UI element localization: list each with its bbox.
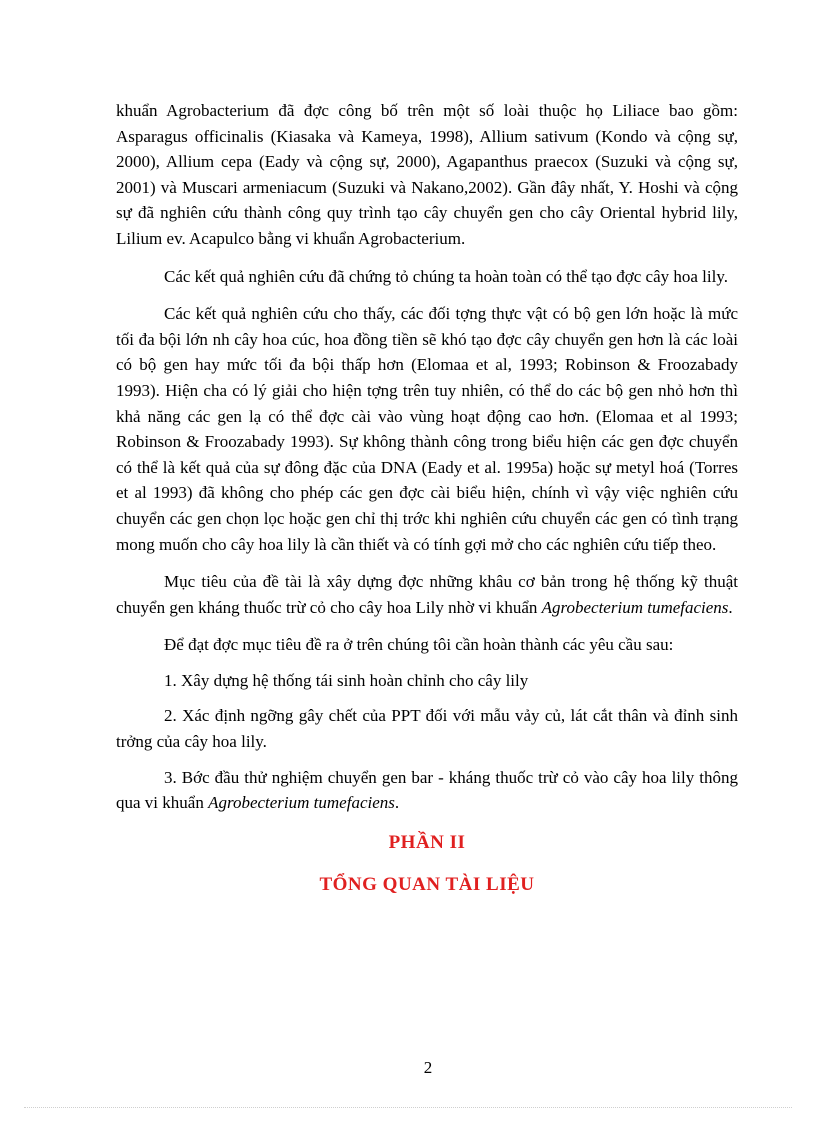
body-text bbox=[116, 98, 738, 912]
paragraph-requirements: Để đạt đợc mục tiêu đề ra ở trên chúng tôi cần hoàn thành các yêu cầu sau: bbox=[164, 635, 674, 655]
page-bottom-divider bbox=[24, 1107, 792, 1108]
objective-text: Mục tiêu của đề tài là xây dựng đợc những khâu cơ bản trong hệ thống kỹ thuật chuyển gen kháng thuốc trừ cỏ cho cây hoa Lily nhờ vi khuẩn bbox=[116, 572, 738, 617]
paragraph-conclusion: Các kết quả nghiên cứu đã chứng tỏ chúng ta hoàn toàn có thể tạo đợc cây hoa lily. bbox=[164, 266, 728, 286]
section-title-heading: TỔNG QUAN TÀI LIỆU bbox=[319, 873, 535, 895]
list-item bbox=[116, 765, 738, 816]
list-item-text: 3. Bớc đầu thử nghiệm chuyển gen bar - kháng thuốc trừ cỏ vào cây hoa lily thông qua vi khuẩn bbox=[116, 767, 738, 813]
paragraph-genome-size: Các kết quả nghiên cứu cho thấy, các đối tợng thực vật có bộ gen lớn hoặc là mức tối đa bội lớn nh cây hoa cúc, hoa đồng tiền sẽ khó tạo đợc cây chuyển gen hơn là các loài có bộ gen hay mức tối đa bội thấp hơn (Elomaa et al, 1993; Robinson & Froozabady 1993). Hiện cha có lý giải cho hiện tợng trên tuy nhiên, có thể do các bộ gen nhỏ hơn thì khả năng các gen lạ có thể đợc cài vào vùng hoạt động cao hơn. (Elomaa et al 1993; Robinson & Froozabady 1993). Sự không thành công trong biểu hiện các gen đợc chuyển có thể là kết quả của sự đông đặc của DNA (Eady et al. 1995a) hoặc sự metyl hoá (Torres et al 1993) đã không cho phép các gen đợc cài biểu hiện, chính vì vậy việc nghiên cứu chuyển các gen chọn lọc hoặc gen chỉ thị trớc khi nghiên cứu chuyển các gen có tình trạng mong muốn cho cây hoa lily là cần thiết và có tính gợi mở cho các nghiên cứu tiếp theo. bbox=[116, 304, 738, 554]
objective-end: . bbox=[728, 597, 733, 617]
list-item: 1. Xây dựng hệ thống tái sinh hoàn chỉnh cho cây lily bbox=[164, 670, 529, 690]
species-name: Agrobecterium tumefaciens bbox=[208, 793, 395, 813]
page-number: 2 bbox=[423, 1058, 433, 1077]
species-name: Agrobecterium tumefaciens bbox=[541, 597, 729, 617]
paragraph-objective bbox=[116, 569, 738, 620]
section-part-heading: PHẦN II bbox=[388, 831, 466, 853]
list-item-end: . bbox=[394, 793, 400, 813]
paragraph-agrobacterium-liliaceae: khuẩn Agrobacterium đã đợc công bố trên một số loài thuộc họ Liliace bao gồm: Asparagus officinalis (Kiasaka và Kameya, 1998), Allium sativum (Kondo và cộng sự, 2000), Allium cepa (Eady và cộng sự, 2000), Agapanthus praecox (Suzuki và cộng sự, 2001) và Muscari armeniacum (Suzuki và Nakano,2002). Gần đây nhất, Y. Hoshi và cộng sự đã nghiên cứu thành công quy trình tạo cây chuyển gen cho cây Oriental hybrid lily, Lilium ev. Acapulco bằng vi khuẩn Agrobacterium. bbox=[116, 101, 738, 248]
list-item: 2. Xác định ngỡng gây chết của PPT đối với mẫu vảy củ, lát cắt thân và đỉnh sinh trởng của cây hoa lily. bbox=[116, 706, 738, 752]
